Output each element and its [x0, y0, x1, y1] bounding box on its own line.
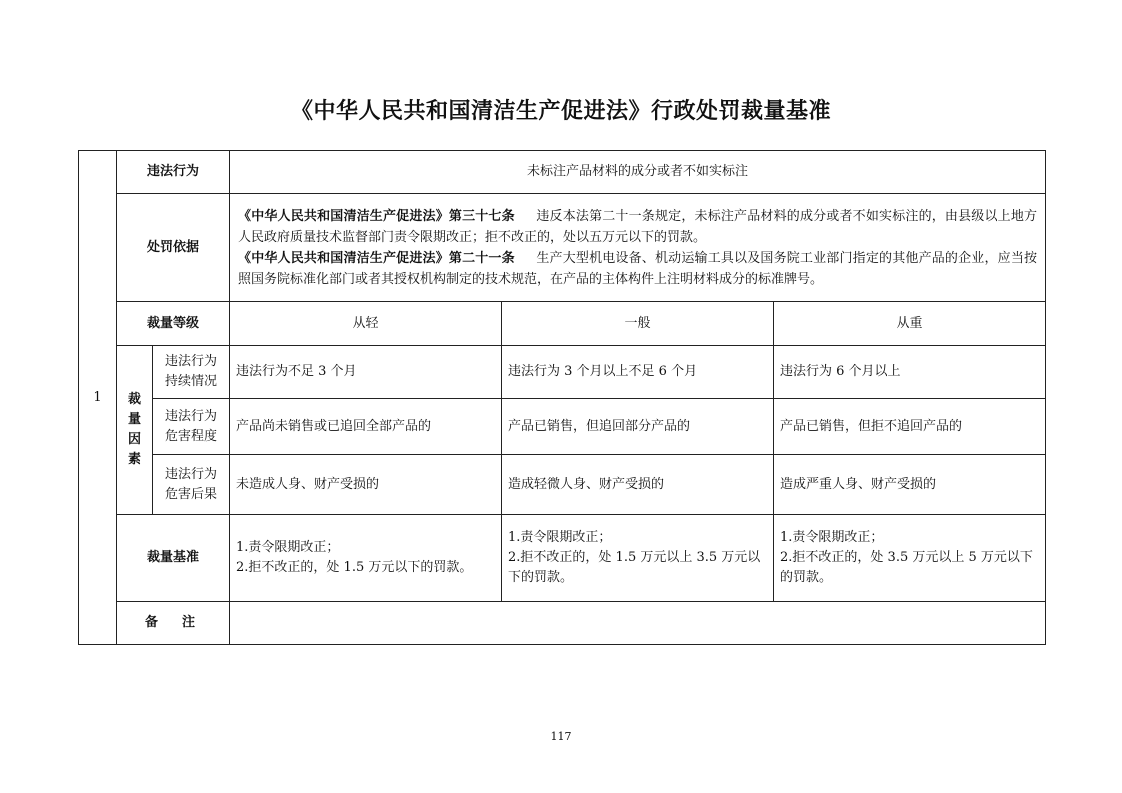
violation-value: 未标注产品材料的成分或者不如实标注 [230, 151, 1046, 194]
level-normal: 一般 [502, 302, 774, 346]
remarks-value [230, 602, 1046, 645]
factor-row [79, 399, 1046, 455]
factor-row [79, 455, 1046, 515]
factor-light: 未造成人身、财产受损的 [230, 455, 502, 515]
document-title: 《中华人民共和国清洁生产促进法》行政处罚裁量基准 [290, 99, 831, 124]
factor-normal: 违法行为 3 个月以上不足 6 个月 [502, 346, 774, 399]
factor-light: 产品尚未销售或已追回全部产品的 [230, 399, 502, 455]
standard-normal: 1.责令限期改正； 2.拒不改正的，处 1.5 万元以上 3.5 万元以下的罚款。 [502, 515, 774, 602]
standard-heavy: 1.责令限期改正； 2.拒不改正的，处 3.5 万元以上 5 万元以下的罚款。 [774, 515, 1046, 602]
factor-heavy: 造成严重人身、财产受损的 [774, 455, 1046, 515]
factor-normal: 造成轻微人身、财产受损的 [502, 455, 774, 515]
basis-text-2: 生产大型机电设备、机动运输工具以及国务院工业部门指定的其他产品的企业，应当按照国务院标准化部门或者其授权机构制定的技术规范，在产品的主体构件上注明材料成分的标准牌号。 [238, 250, 1038, 287]
factor-name: 违法行为 持续情况 [153, 346, 230, 399]
violation-row [79, 151, 1046, 194]
row-number: 1 [79, 151, 117, 645]
page-number: 117 [550, 730, 572, 743]
basis-label: 处罚依据 [117, 194, 230, 302]
basis-item [238, 206, 1037, 248]
violation-label: 违法行为 [117, 151, 230, 194]
levels-label: 裁量等级 [117, 302, 230, 346]
basis-text [230, 194, 1046, 302]
penalty-table [78, 150, 1046, 645]
factor-name: 违法行为 危害后果 [153, 455, 230, 515]
remarks-label: 备注 [117, 602, 230, 645]
basis-law-1: 《中华人民共和国清洁生产促进法》第三十七条 [238, 208, 515, 224]
factor-heavy: 违法行为 6 个月以上 [774, 346, 1046, 399]
basis-text-1: 违反本法第二十一条规定，未标注产品材料的成分或者不如实标注的，由县级以上地方人民政府质量技术监督部门责令限期改正；拒不改正的，处以五万元以下的罚款。 [238, 208, 1038, 245]
basis-item [238, 248, 1037, 290]
standard-light: 1.责令限期改正； 2.拒不改正的，处 1.5 万元以下的罚款。 [230, 515, 502, 602]
factor-light: 违法行为不足 3 个月 [230, 346, 502, 399]
factor-heavy: 产品已销售，但拒不追回产品的 [774, 399, 1046, 455]
factors-label: 裁 量 因 素 [117, 346, 153, 515]
factor-name: 违法行为 危害程度 [153, 399, 230, 455]
factor-row [79, 346, 1046, 399]
levels-row [79, 302, 1046, 346]
basis-law-2: 《中华人民共和国清洁生产促进法》第二十一条 [238, 250, 515, 266]
remarks-row [79, 602, 1046, 645]
standard-label: 裁量基准 [117, 515, 230, 602]
factor-normal: 产品已销售，但追回部分产品的 [502, 399, 774, 455]
level-light: 从轻 [230, 302, 502, 346]
basis-row [79, 194, 1046, 302]
standard-row [79, 515, 1046, 602]
level-heavy: 从重 [774, 302, 1046, 346]
